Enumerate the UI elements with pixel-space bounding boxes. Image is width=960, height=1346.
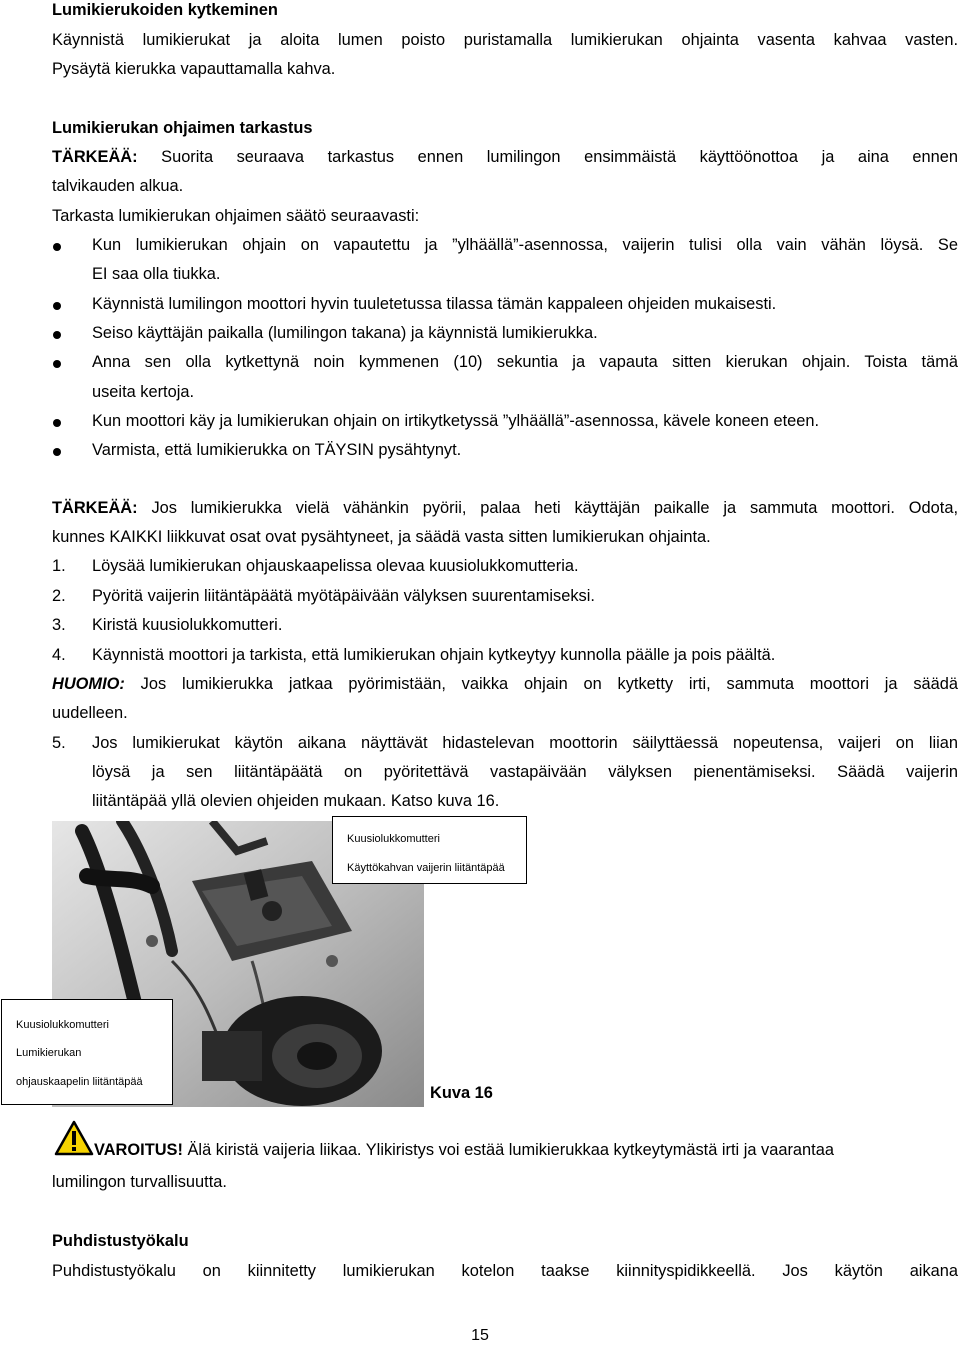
bullet-marker [52, 324, 62, 334]
step-number: 3. [52, 616, 66, 634]
list-item: Varmista, että lumikierukka on TÄYSIN pysähtynyt. [92, 441, 462, 459]
heading-cleaning-tool: Puhdistustyökalu [52, 1232, 189, 1250]
paragraph-line: uudelleen. [52, 704, 128, 722]
callout-label: ohjauskaapelin liitäntäpää [16, 1076, 143, 1088]
warning-triangle-icon [54, 1120, 94, 1156]
step-number: 2. [52, 587, 66, 605]
paragraph-line: kunnes KAIKKI liikkuvat osat ovat pysähtyneet, ja säädä vasta sitten lumikierukan ohjainta. [52, 528, 711, 546]
list-item-continued: EI saa olla tiukka. [92, 265, 221, 283]
warning-text: Älä kiristä vaijeria liikaa. Ylikiristys voi estää lumikierukkaa kytkeytymästä irti ja vaarantaa [187, 1141, 834, 1159]
step-number: 5. [52, 734, 66, 752]
paragraph-line: Käynnistä lumikierukat ja aloita lumen poisto puristamalla lumikierukan ohjainta vasenta kahvaa vasten. [52, 31, 958, 49]
important-text: Jos lumikierukka vielä vähänkin pyörii, palaa heti käyttäjän paikalle ja sammuta moottori. Odota, [151, 499, 958, 517]
note-paragraph [52, 675, 958, 694]
callout-label: Käyttökahvan vaijerin liitäntäpää [347, 862, 505, 874]
heading-auger-engagement: Lumikierukoiden kytkeminen [52, 1, 278, 19]
warning-paragraph [94, 1141, 834, 1160]
figure-caption: Kuva 16 [430, 1084, 493, 1102]
bullet-marker [52, 412, 62, 422]
note-text: Jos lumikierukka jatkaa pyörimistään, vaikka ohjain on kytketty irti, sammuta moottori ja säädä [140, 675, 958, 693]
list-item: Seiso käyttäjän paikalla (lumilingon takana) ja käynnistä lumikierukka. [92, 324, 598, 342]
step-text-continued: löysä ja sen liitäntäpäätä on pyöritettävä vastapäivään välyksen pienentämiseksi. Säädä vaijerin [92, 763, 958, 781]
step-text: Löysää lumikierukan ohjauskaapelissa olevaa kuusiolukkomutteria. [92, 557, 579, 575]
callout-left [1, 999, 173, 1105]
paragraph-line: Puhdistustyökalu on kiinnitetty lumikierukan kotelon taakse kiinnityspidikkeellä. Jos käytön aikana [52, 1262, 958, 1280]
heading-auger-control-check: Lumikierukan ohjaimen tarkastus [52, 119, 313, 137]
list-item: Käynnistä lumilingon moottori hyvin tuuletetussa tilassa tämän kappaleen ohjeiden mukaisesti. [92, 295, 777, 313]
warning-label: VAROITUS! [94, 1141, 183, 1159]
step-text: Jos lumikierukat käytön aikana näyttävät hidastelevan moottorin säilyttäessä nopeutensa, vaijeri on liian [92, 734, 958, 752]
callout-top [332, 816, 527, 884]
bullet-marker [52, 295, 62, 305]
paragraph-line: Pysäytä kierukka vapauttamalla kahva. [52, 60, 336, 78]
list-item: Anna sen olla kytkettynä noin kymmenen (10) sekuntia ja vapauta sitten kierukan ohjain. Toista tämä [92, 353, 958, 371]
callout-label: Lumikierukan [16, 1047, 82, 1059]
list-item-continued: useita kertoja. [92, 383, 195, 401]
page-number: 15 [471, 1327, 489, 1344]
bullet-marker [52, 441, 62, 451]
bullet-marker [52, 236, 62, 246]
step-text-continued: liitäntäpää yllä olevien ohjeiden mukaan. Katso kuva 16. [92, 792, 500, 810]
important-paragraph [52, 148, 958, 167]
step-number: 4. [52, 646, 66, 664]
callout-label: Kuusiolukkomutteri [16, 1019, 109, 1031]
check-intro: Tarkasta lumikierukan ohjaimen säätö seuraavasti: [52, 207, 420, 225]
important-text: Suorita seuraava tarkastus ennen lumilingon ensimmäistä käyttöönottoa ja aina ennen [161, 148, 958, 166]
important-label: TÄRKEÄÄ: [52, 499, 138, 517]
bullet-marker [52, 353, 62, 363]
callout-label: Kuusiolukkomutteri [347, 833, 440, 845]
list-item: Kun lumikierukan ohjain on vapautettu ja ”ylhäällä”-asennossa, vaijerin tulisi olla vain vähän löysä. Se [92, 236, 958, 254]
important-paragraph [52, 499, 958, 518]
step-number: 1. [52, 557, 66, 575]
note-label: HUOMIO: [52, 675, 125, 693]
paragraph-line: talvikauden alkua. [52, 177, 184, 195]
step-text: Pyöritä vaijerin liitäntäpäätä myötäpäivään välyksen suurentamiseksi. [92, 587, 595, 605]
list-item: Kun moottori käy ja lumikierukan ohjain on irtikytketyssä ”ylhäällä”-asennossa, kävele koneen eteen. [92, 412, 820, 430]
step-text: Kiristä kuusiolukkomutteri. [92, 616, 283, 634]
step-text: Käynnistä moottori ja tarkista, että lumikierukan ohjain kytkeytyy kunnolla päälle ja pois päältä. [92, 646, 776, 664]
important-label: TÄRKEÄÄ: [52, 148, 138, 166]
paragraph-line: lumilingon turvallisuutta. [52, 1173, 227, 1191]
